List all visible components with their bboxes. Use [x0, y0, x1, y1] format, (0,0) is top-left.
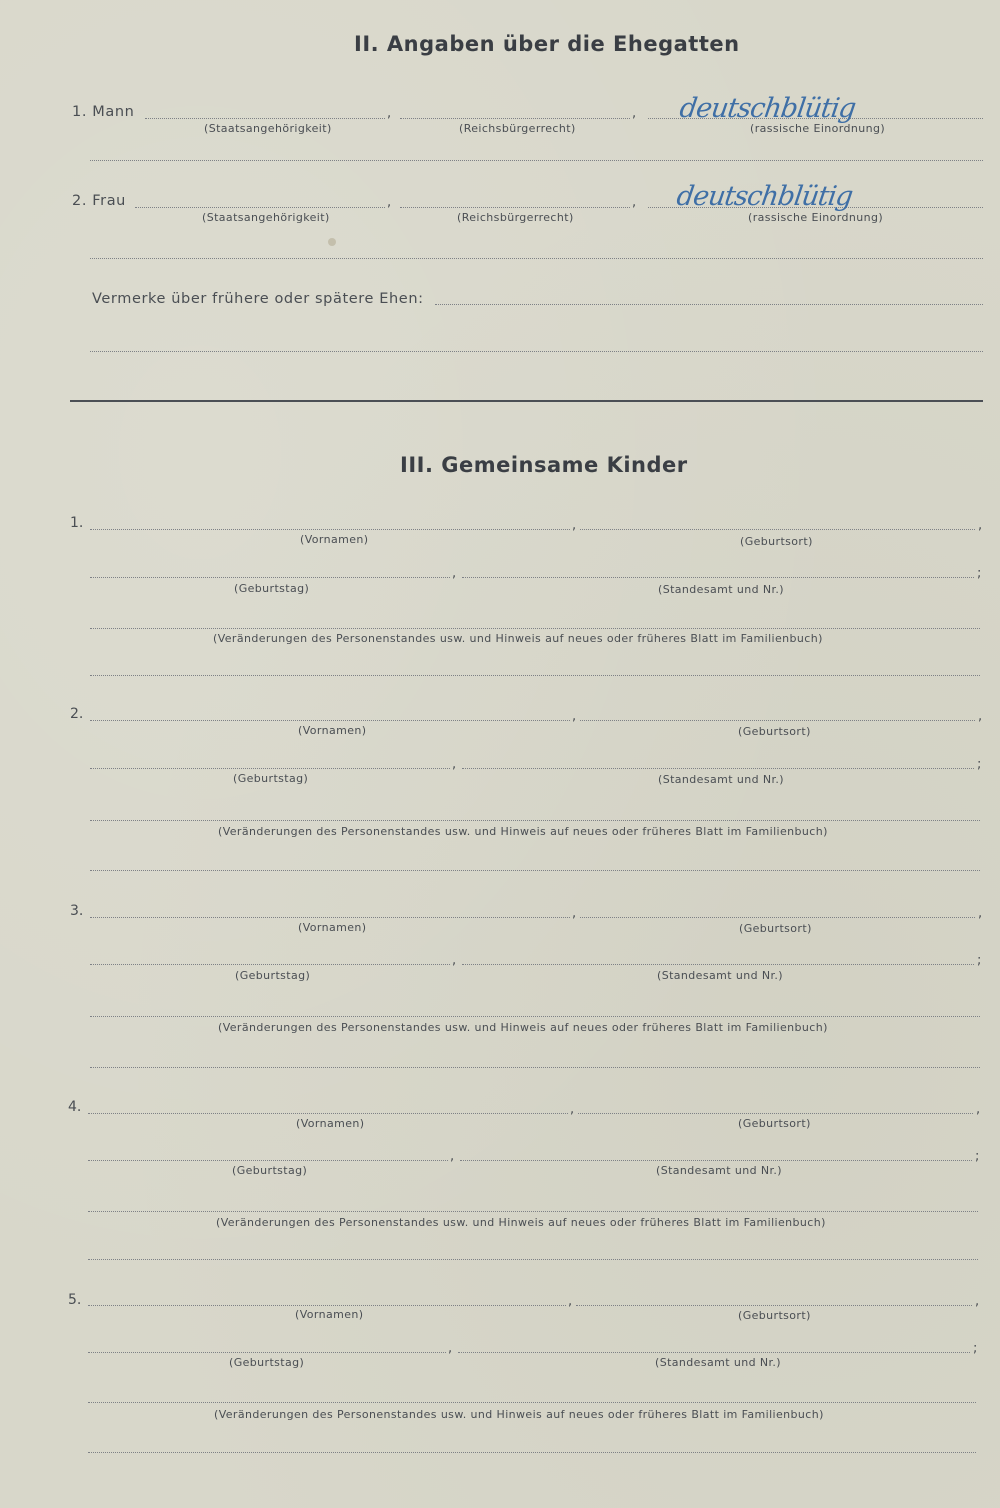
- form-page: II. Angaben über die Ehegatten 1. Mann , , deutschblütig (Staatsangehörigkeit) (Reichsbürgerrecht) (rassische Einordnung) 2. Frau , , deutschblütig (Staatsangehörigkeit) (Reichsbürgerrecht) (rassische Einordnung) Vermerke über frühere oder spätere Ehen: III. Gemeinsame Kinder 1. , , (Vornamen) (Geburtsort) , ; (Geburtstag) (Standesamt und Nr.) (Veränderungen des Personenstandes usw. und Hinweis auf neues oder früheres Blatt im Familienbuch) 2. , , (Vornamen) (Geburtsort) , ; (Geburtstag) (Standesamt und Nr.) (Veränderungen des Personenstandes usw. und Hinweis auf neues oder früheres Blatt im Familienbuch) 3. , , (Vornamen) (Geburtsort) , ; (Geburtstag) (Standesamt und Nr.) (Veränderungen des Personenstandes usw. und Hinweis auf neues oder früheres Blatt im Familienbuch) 4. , , (Vornamen) (Geburtsort) , ; (Geburtstag) (Standesamt und Nr.) (Veränderungen des Personenstandes usw. und Hinweis auf neues oder früheres Blatt im Familienbuch) 5. , , (Vornamen) (Geburtsort) , ; (Geburtstag) (Standesamt und Nr.) (Veränderungen des Personenstandes usw. und Hinweis auf neues oder früheres Blatt im Familienbuch): [0, 0, 1000, 1508]
- wife-racial-value: deutschblütig: [674, 181, 855, 212]
- caption-racial: (rassische Einordnung): [748, 211, 884, 224]
- caption-given-names: (Vornamen): [296, 1117, 365, 1130]
- caption-citizenship: (Staatsangehörigkeit): [204, 122, 332, 135]
- husband-reich-field[interactable]: [400, 118, 630, 119]
- child-changes-field[interactable]: [88, 1211, 978, 1212]
- child-changes-field[interactable]: [90, 1016, 980, 1017]
- caption-birthplace: (Geburtsort): [738, 725, 811, 738]
- wife-reich-field[interactable]: [400, 207, 630, 208]
- child-changes-line-2[interactable]: [88, 1452, 976, 1453]
- child-birthplace-field[interactable]: [580, 720, 975, 721]
- caption-birthday: (Geburtstag): [229, 1356, 305, 1369]
- caption-given-names: (Vornamen): [298, 724, 367, 737]
- child-number: 5.: [68, 1292, 82, 1308]
- husband-citizenship-field[interactable]: [145, 118, 385, 119]
- caption-birthday: (Geburtstag): [235, 969, 311, 982]
- caption-changes: (Veränderungen des Personenstandes usw. und Hinweis auf neues oder früheres Blatt im Familienbuch): [216, 1216, 826, 1229]
- child-given-names-field[interactable]: [90, 529, 570, 530]
- child-given-names-field[interactable]: [90, 917, 570, 918]
- caption-birthplace: (Geburtsort): [738, 1309, 811, 1322]
- child-birthday-field[interactable]: [90, 577, 450, 578]
- husband-label: 1. Mann: [72, 104, 135, 120]
- child-birthplace-field[interactable]: [578, 1113, 973, 1114]
- child-number: 4.: [68, 1099, 82, 1115]
- wife-extra-line[interactable]: [90, 258, 983, 259]
- child-birthplace-field[interactable]: [576, 1305, 972, 1306]
- marriage-notes-line-2[interactable]: [90, 351, 983, 352]
- child-given-names-field[interactable]: [90, 720, 570, 721]
- caption-registry: (Standesamt und Nr.): [656, 1164, 782, 1177]
- caption-registry: (Standesamt und Nr.): [657, 969, 783, 982]
- caption-changes: (Veränderungen des Personenstandes usw. und Hinweis auf neues oder früheres Blatt im Familienbuch): [218, 1021, 828, 1034]
- caption-birthplace: (Geburtsort): [739, 922, 812, 935]
- marriage-notes-label: Vermerke über frühere oder spätere Ehen:: [92, 291, 424, 307]
- child-birthday-field[interactable]: [90, 964, 450, 965]
- child-changes-line-2[interactable]: [90, 870, 980, 871]
- caption-birthplace: (Geburtsort): [740, 535, 813, 548]
- child-number: 3.: [70, 903, 84, 919]
- section-ii-title: II. Angaben über die Ehegatten: [354, 32, 740, 56]
- child-changes-field[interactable]: [88, 1402, 976, 1403]
- section-divider: [70, 400, 983, 402]
- child-registry-field[interactable]: [462, 964, 974, 965]
- child-registry-field[interactable]: [460, 1160, 972, 1161]
- caption-registry: (Standesamt und Nr.): [658, 583, 784, 596]
- section-iii-title: III. Gemeinsame Kinder: [400, 453, 688, 477]
- child-changes-line-2[interactable]: [88, 1259, 978, 1260]
- wife-citizenship-field[interactable]: [135, 207, 385, 208]
- child-registry-field[interactable]: [462, 768, 974, 769]
- husband-racial-value: deutschblütig: [677, 93, 858, 124]
- husband-extra-line[interactable]: [90, 160, 983, 161]
- child-birthday-field[interactable]: [90, 768, 450, 769]
- child-given-names-field[interactable]: [88, 1305, 566, 1306]
- child-birthday-field[interactable]: [88, 1160, 448, 1161]
- caption-given-names: (Vornamen): [295, 1308, 364, 1321]
- child-changes-field[interactable]: [90, 820, 980, 821]
- child-birthplace-field[interactable]: [580, 917, 975, 918]
- caption-given-names: (Vornamen): [300, 533, 369, 546]
- child-number: 1.: [70, 515, 84, 531]
- child-number: 2.: [70, 706, 84, 722]
- caption-birthday: (Geburtstag): [233, 772, 309, 785]
- caption-changes: (Veränderungen des Personenstandes usw. und Hinweis auf neues oder früheres Blatt im Familienbuch): [213, 632, 823, 645]
- paper-stain: [328, 238, 336, 246]
- caption-citizenship: (Staatsangehörigkeit): [202, 211, 330, 224]
- wife-label: 2. Frau: [72, 193, 126, 209]
- caption-birthplace: (Geburtsort): [738, 1117, 811, 1130]
- caption-reich: (Reichsbürgerrecht): [459, 122, 576, 135]
- caption-given-names: (Vornamen): [298, 921, 367, 934]
- child-changes-field[interactable]: [90, 628, 980, 629]
- caption-reich: (Reichsbürgerrecht): [457, 211, 574, 224]
- caption-registry: (Standesamt und Nr.): [655, 1356, 781, 1369]
- caption-birthday: (Geburtstag): [232, 1164, 308, 1177]
- child-birthday-field[interactable]: [88, 1352, 446, 1353]
- child-registry-field[interactable]: [458, 1352, 970, 1353]
- caption-registry: (Standesamt und Nr.): [658, 773, 784, 786]
- child-changes-line-2[interactable]: [90, 675, 980, 676]
- child-birthplace-field[interactable]: [580, 529, 975, 530]
- caption-birthday: (Geburtstag): [234, 582, 310, 595]
- child-registry-field[interactable]: [462, 577, 974, 578]
- caption-changes: (Veränderungen des Personenstandes usw. und Hinweis auf neues oder früheres Blatt im Familienbuch): [218, 825, 828, 838]
- caption-racial: (rassische Einordnung): [750, 122, 886, 135]
- child-changes-line-2[interactable]: [90, 1067, 980, 1068]
- marriage-notes-field[interactable]: [435, 304, 983, 305]
- child-given-names-field[interactable]: [88, 1113, 568, 1114]
- caption-changes: (Veränderungen des Personenstandes usw. und Hinweis auf neues oder früheres Blatt im Familienbuch): [214, 1408, 824, 1421]
